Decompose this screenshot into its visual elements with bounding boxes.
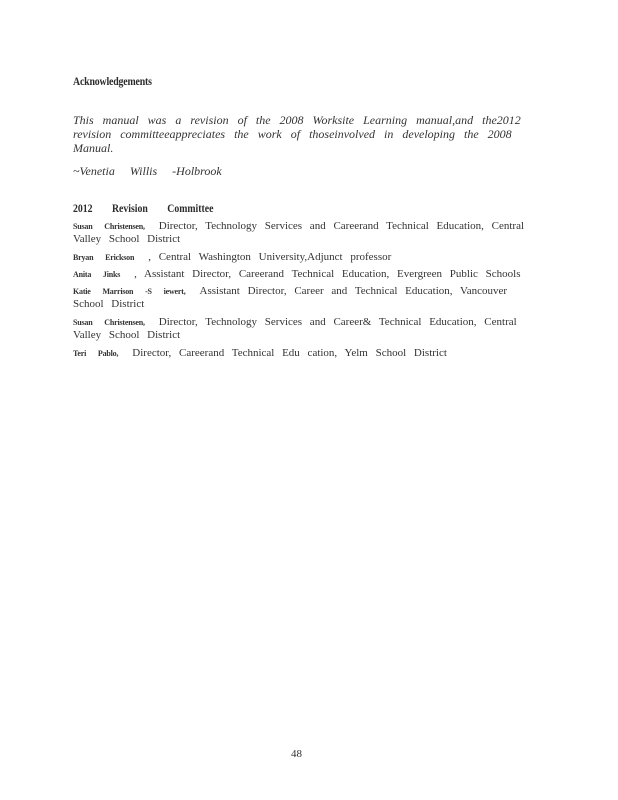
member-name: Susan Christensen, [73,318,145,327]
member-role: Director, Technology Services and Career& Technical Education, Central Valley School District [73,316,517,341]
member-name: Susan Christensen, [73,222,145,231]
committee-member [73,220,543,246]
member-role: , Central Washington University,Adjunct professor [148,251,392,263]
member-role: Assistant Director, Career and Technical Education, Vancouver School District [73,285,508,310]
signature-line: ~Venetia Willis -Holbrook [73,164,222,178]
committee-member [73,251,543,264]
member-role: Director, Technology Services and Careerand Technical Education, Central Valley School District [73,220,525,245]
committee-member [73,285,543,311]
committee-member [73,316,543,342]
committee-member [73,268,543,281]
page-number: 48 [291,748,302,760]
member-role: , Assistant Director, Careerand Technical Education, Evergreen Public Schools [134,268,521,280]
member-role: Director, Careerand Technical Edu cation, Yelm School District [132,347,447,359]
committee-heading: 2012 Revision Committee [73,203,214,215]
member-name: Bryan Erickson [73,253,135,262]
member-name: Katie Marrison -S iewert, [73,287,186,296]
member-name: Teri Pablo, [73,349,119,358]
page-heading: Acknowledgements [73,74,152,88]
member-name: Anita Jinks [73,270,121,279]
intro-paragraph: This manual was a revision of the 2008 Worksite Learning manual,and the2012 revision committeeappreciates the work of thoseinvolved in developing the 2008 Manual. [73,113,521,155]
committee-member [73,347,543,360]
